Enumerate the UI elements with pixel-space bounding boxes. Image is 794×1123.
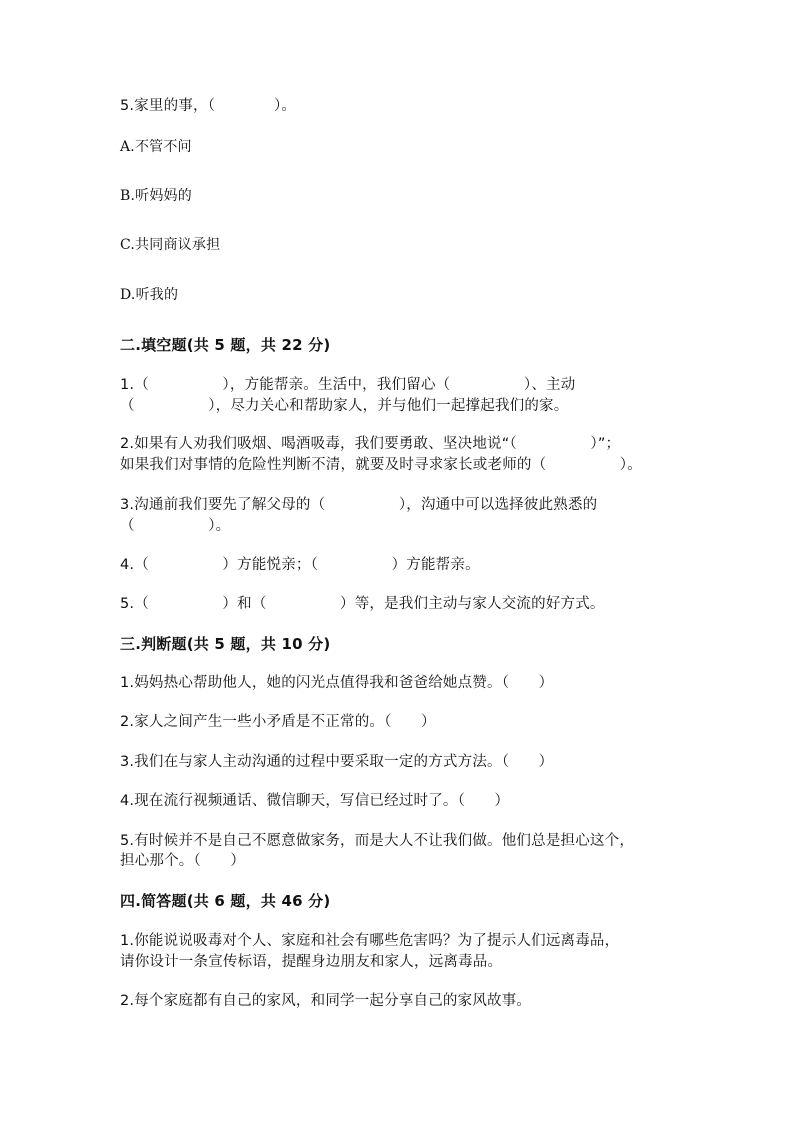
question-line: 2.家人之间产生一些小矛盾是不正常的。（ ） (120, 714, 436, 730)
question-line: 4.现在流行视频通话、微信聊天，写信已经过时了。（ ） (120, 793, 510, 809)
section-heading-true-false: 三.判断题(共 5 题，共 10 分) (120, 635, 331, 653)
section-heading-short-answer: 四.简答题(共 6 题，共 46 分) (120, 892, 331, 910)
question-line: （ ）。 (120, 518, 231, 534)
question-line: 1.妈妈热心帮助他人，她的闪光点值得我和爸爸给她点赞。（ ） (120, 675, 554, 691)
question-line: （ ），尽力关心和帮助家人，并与他们一起撑起我们的家。 (120, 398, 569, 414)
option-c: C.共同商议承担 (120, 237, 221, 253)
option-b: B.听妈妈的 (120, 188, 192, 204)
question-line: 5.（ ）和（ ）等，是我们主动与家人交流的好方式。 (120, 596, 605, 612)
question-line: 3.沟通前我们要先了解父母的（ ），沟通中可以选择彼此熟悉的 (120, 497, 598, 513)
section-heading-fill-in: 二.填空题(共 5 题，共 22 分) (120, 336, 331, 354)
question-line: 3.我们在与家人主动沟通的过程中要采取一定的方式方法。（ ） (120, 754, 554, 770)
question-line: 如果我们对事情的危险性判断不清，就要及时寻求家长或老师的（ ）。 (120, 457, 642, 473)
option-a: A.不管不问 (120, 139, 192, 155)
question-line: 5.有时候并不是自己不愿意做家务，而是大人不让我们做。他们总是担心这个， (120, 833, 635, 849)
question-line: 2.每个家庭都有自己的家风，和同学一起分享自己的家风故事。 (120, 993, 532, 1009)
question-line: 担心那个。（ ） (120, 853, 246, 869)
option-d: D.听我的 (120, 287, 179, 303)
question-line: 1.你能说说吸毒对个人、家庭和社会有哪些危害吗？为了提示人们远离毒品， (120, 933, 620, 949)
question-stem: 5.家里的事，（ ）。 (120, 98, 297, 114)
question-line: 请你设计一条宣传标语，提醒身边朋友和家人，远离毒品。 (120, 954, 503, 970)
question-line: 4.（ ）方能悦亲；（ ）方能帮亲。 (120, 557, 480, 573)
question-line: 1.（ ），方能帮亲。生活中，我们留心（ ）、主动 (120, 377, 576, 393)
question-line: 2.如果有人劝我们吸烟、喝酒吸毒，我们要勇敢、坚决地说“（ ）”； (120, 436, 621, 452)
